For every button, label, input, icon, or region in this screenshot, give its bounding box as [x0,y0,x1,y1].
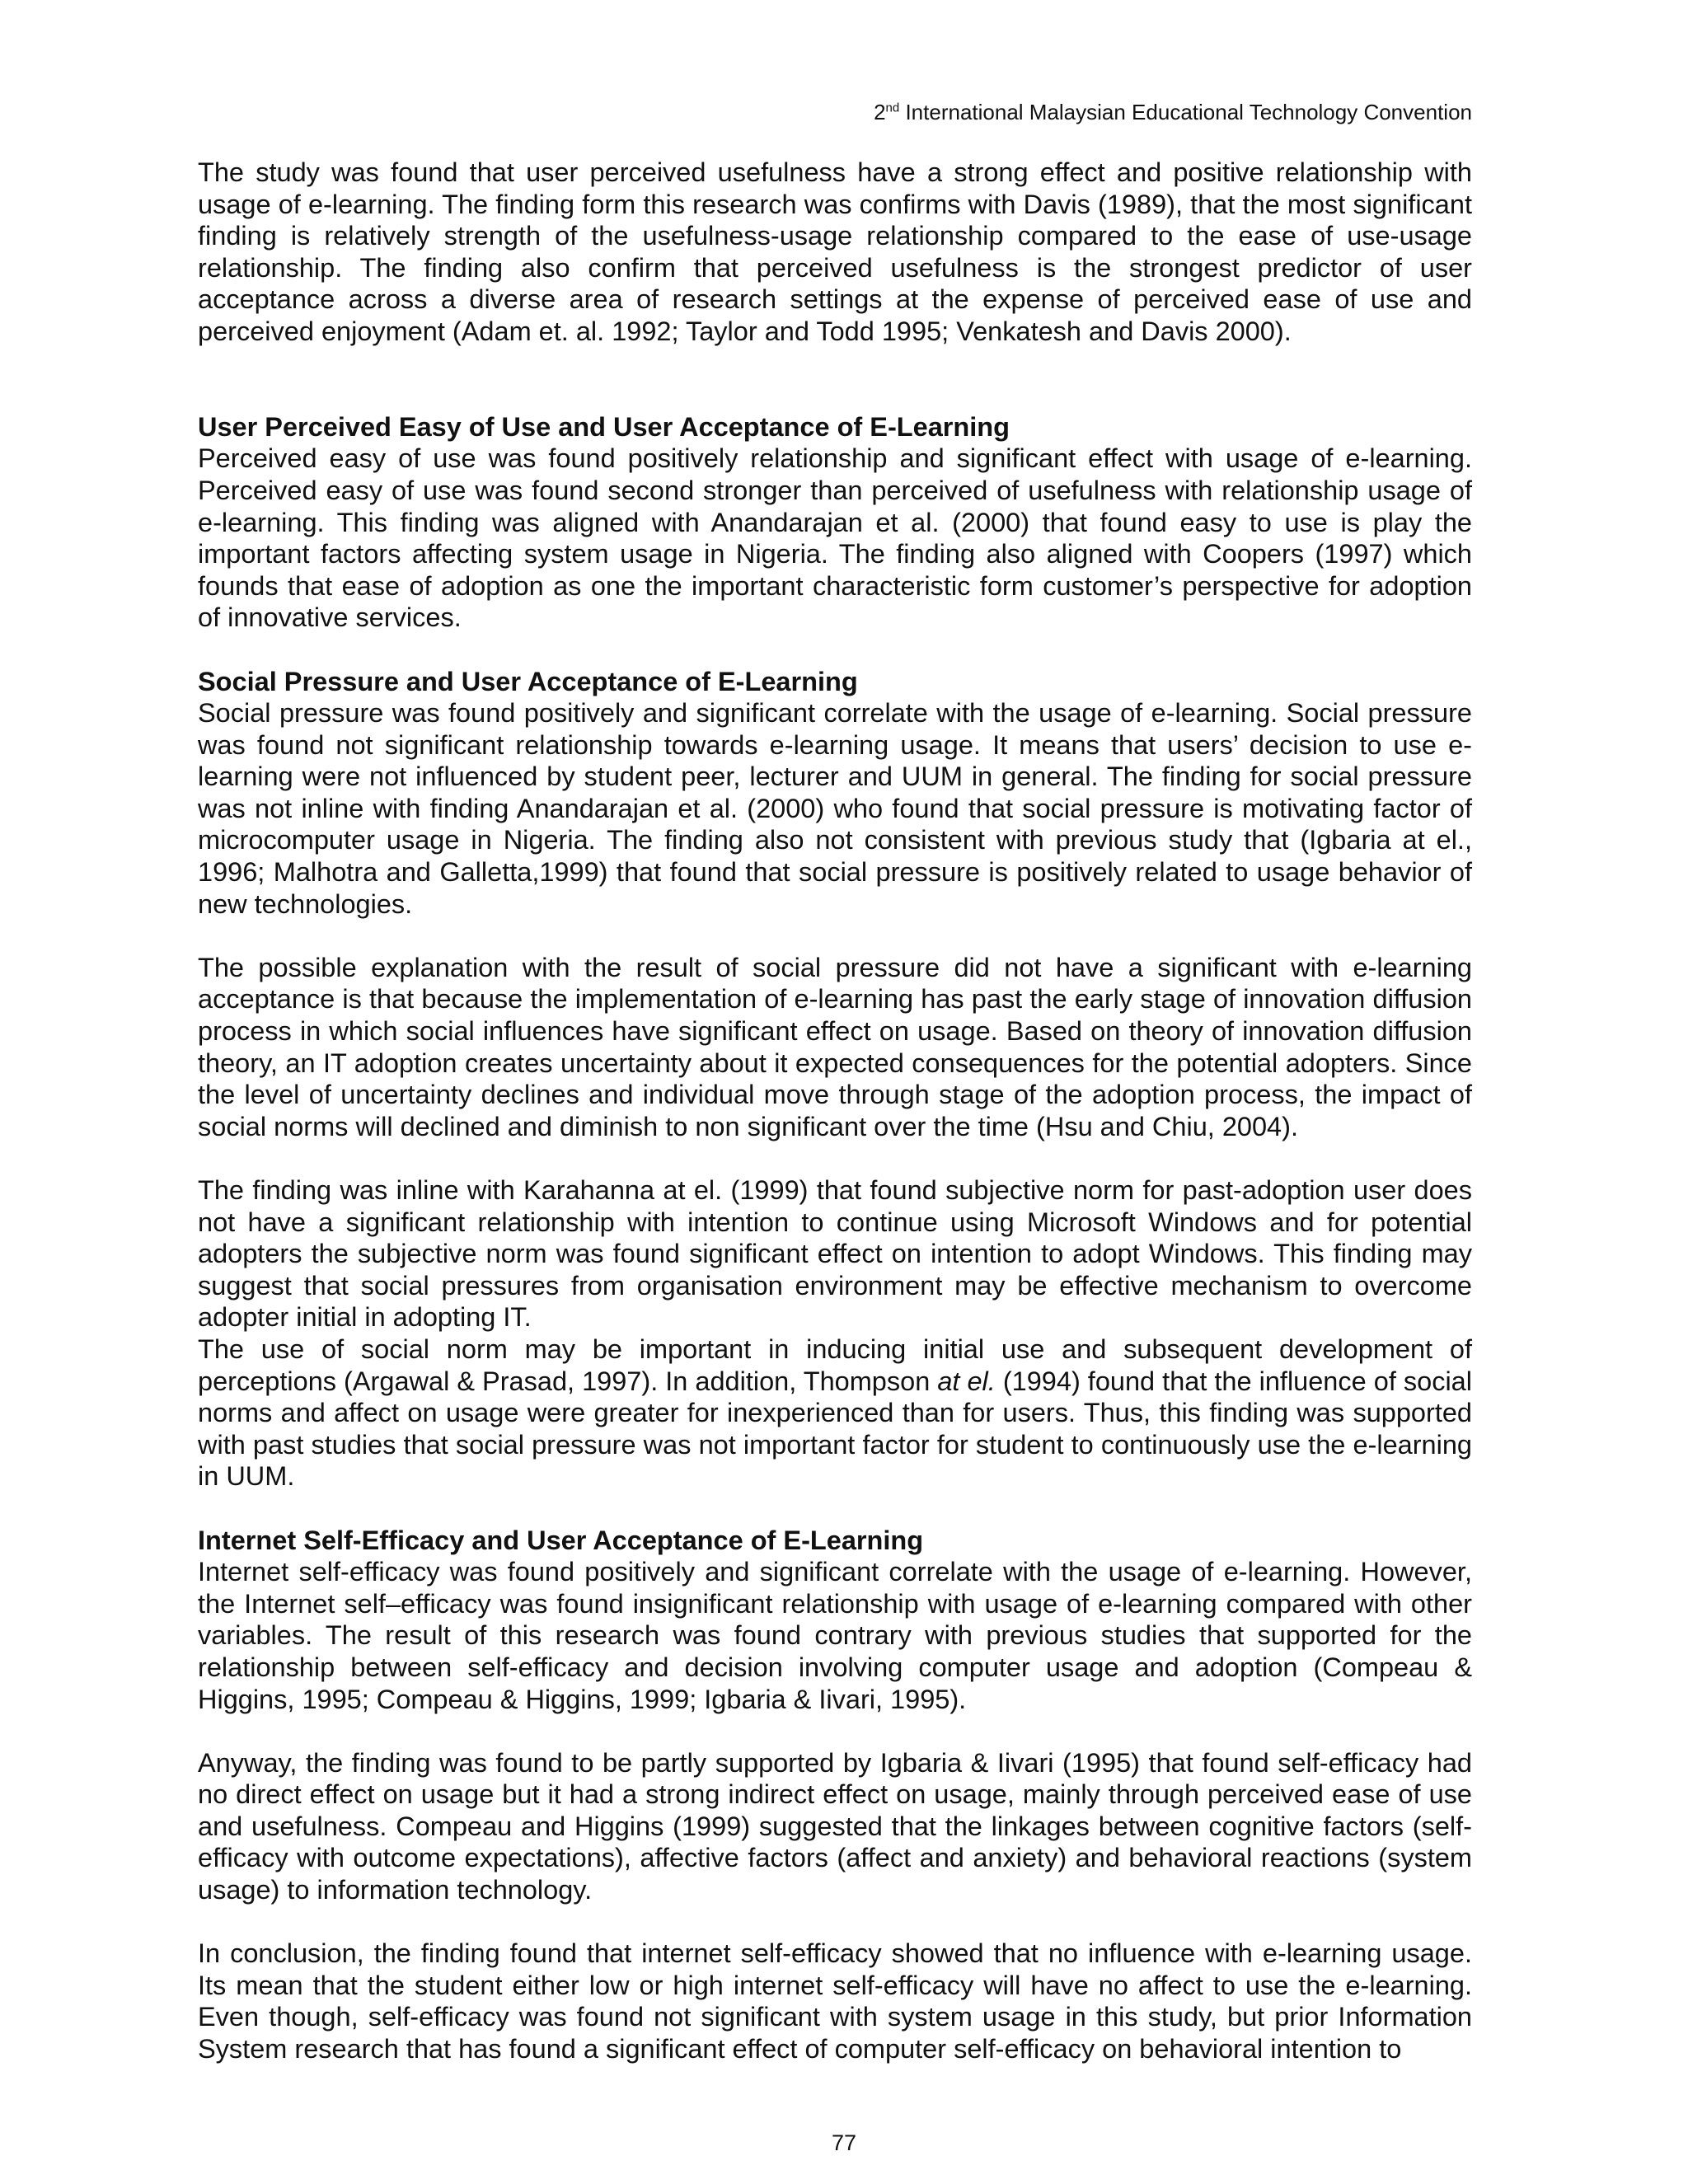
paragraph-social-explanation: The possible explanation with the result of social pressure did not have a significant with e-learning acceptance is that because the implementation of e-learning has past the early stage of innovation diffusion process in which social influences have significant effect on usage. Based on theory of innovation diffusion theory, an IT adoption creates uncertainty about it expected consequences for the potential adopters. Since the level of uncertainty declines and individual move through stage of the adoption process, the impact of social norms will declined and diminish to non significant over the time (Hsu and Chiu, 2004). [198,952,1472,1141]
paragraph-internet-self-efficacy: Internet self-efficacy was found positively and significant correlate with the usage of e-learning. However, the Internet self–efficacy was found insignificant relationship with usage of e-learning compared with other variables. The result of this research was found contrary with previous studies that supported for the relationship between self-efficacy and decision involving computer usage and adoption (Compeau & Higgins, 1995; Compeau & Higgins, 1999; Igbaria & Iivari, 1995). [198,1557,1472,1714]
running-header [874,97,1472,127]
social-norm-italic: at el. [937,1366,996,1396]
social-norm-text-b: (1994) found that the influence of social norms and affect on usage were greater for inexperienced than for users. Thus, this finding was supported with past studies that social pressure was not important factor for student to continuously use the e-learning in UUM. [198,1366,1472,1492]
paragraph-usefulness: The study was found that user perceived usefulness have a strong effect and positive relationship with usage of e-learning. The finding form this research was confirms with Davis (1989), that the most significant finding is relatively strength of the usefulness-usage relationship compared to the ease of use-usage relationship. The finding also confirm that perceived usefulness is the strongest predictor of user acceptance across a diverse area of research settings at the expense of perceived ease of use and perceived enjoyment (Adam et. al. 1992; Taylor and Todd 1995; Venkatesh and Davis 2000). [198,157,1472,346]
paragraph-karahanna: The finding was inline with Karahanna at el. (1999) that found subjective norm for past-adoption user does not have a significant relationship with intention to continue using Microsoft Windows and for potential adopters the subjective norm was found significant effect on intention to adopt Windows. This finding may suggest that social pressures from organisation environment may be effective mechanism to overcome adopter initial in adopting IT. [198,1175,1472,1333]
header-ordinal-suffix: nd [885,101,900,115]
paragraph-social-norm [198,1333,1472,1493]
page-body [198,157,1472,2065]
header-ordinal: 2 [874,100,886,124]
paragraph-ease-of-use: Perceived easy of use was found positively relationship and significant effect with usage of e-learning. Perceived easy of use was found second stronger than perceived of usefulness with relationship usage of e-learning. This finding was aligned with Anandarajan et al. (2000) that found easy to use is play the important factors affecting system usage in Nigeria. The finding also aligned with Coopers (1997) which founds that ease of adoption as one the important characteristic form customer’s perspective for adoption of innovative services. [198,443,1472,633]
paragraph-igbaria: Anyway, the finding was found to be partly supported by Igbaria & Iivari (1995) that found self-efficacy had no direct effect on usage but it had a strong indirect effect on usage, mainly through perceived ease of use and usefulness. Compeau and Higgins (1999) suggested that the linkages between cognitive factors (self-efficacy with outcome expectations), affective factors (affect and anxiety) and behavioral reactions (system usage) to information technology. [198,1747,1472,1905]
heading-social-pressure: Social Pressure and User Acceptance of E-Learning [198,666,858,696]
header-title: International Malaysian Educational Technology Convention [899,100,1472,124]
page-number: 77 [831,2130,857,2155]
heading-ease-of-use: User Perceived Easy of Use and User Acceptance of E-Learning [198,411,1010,442]
social-norm-text-a: The use of social norm may be important in inducing initial use and subsequent development of perceptions (Argawal & Prasad, 1997). In addition, Thompson [198,1333,1472,1396]
paragraph-social-pressure: Social pressure was found positively and significant correlate with the usage of e-learning. Social pressure was found not significant relationship towards e-learning usage. It means that users’ decision to use e-learning were not influenced by student peer, lecturer and UUM in general. The finding for social pressure was not inline with finding Anandarajan et al. (2000) who found that social pressure is motivating factor of microcomputer usage in Nigeria. The finding also not consistent with previous study that (Igbaria at el., 1996; Malhotra and Galletta,1999) that found that social pressure is positively related to usage behavior of new technologies. [198,698,1472,919]
heading-internet-self-efficacy: Internet Self-Efficacy and User Acceptance of E-Learning [198,1525,924,1555]
paragraph-conclusion: In conclusion, the finding found that internet self-efficacy showed that no influence with e-learning usage. Its mean that the student either low or high internet self-efficacy will have no affect to use the e-learning. Even though, self-efficacy was found not significant with system usage in this study, but prior Information System research that has found a significant effect of computer self-efficacy on behavioral intention to [198,1938,1472,2064]
